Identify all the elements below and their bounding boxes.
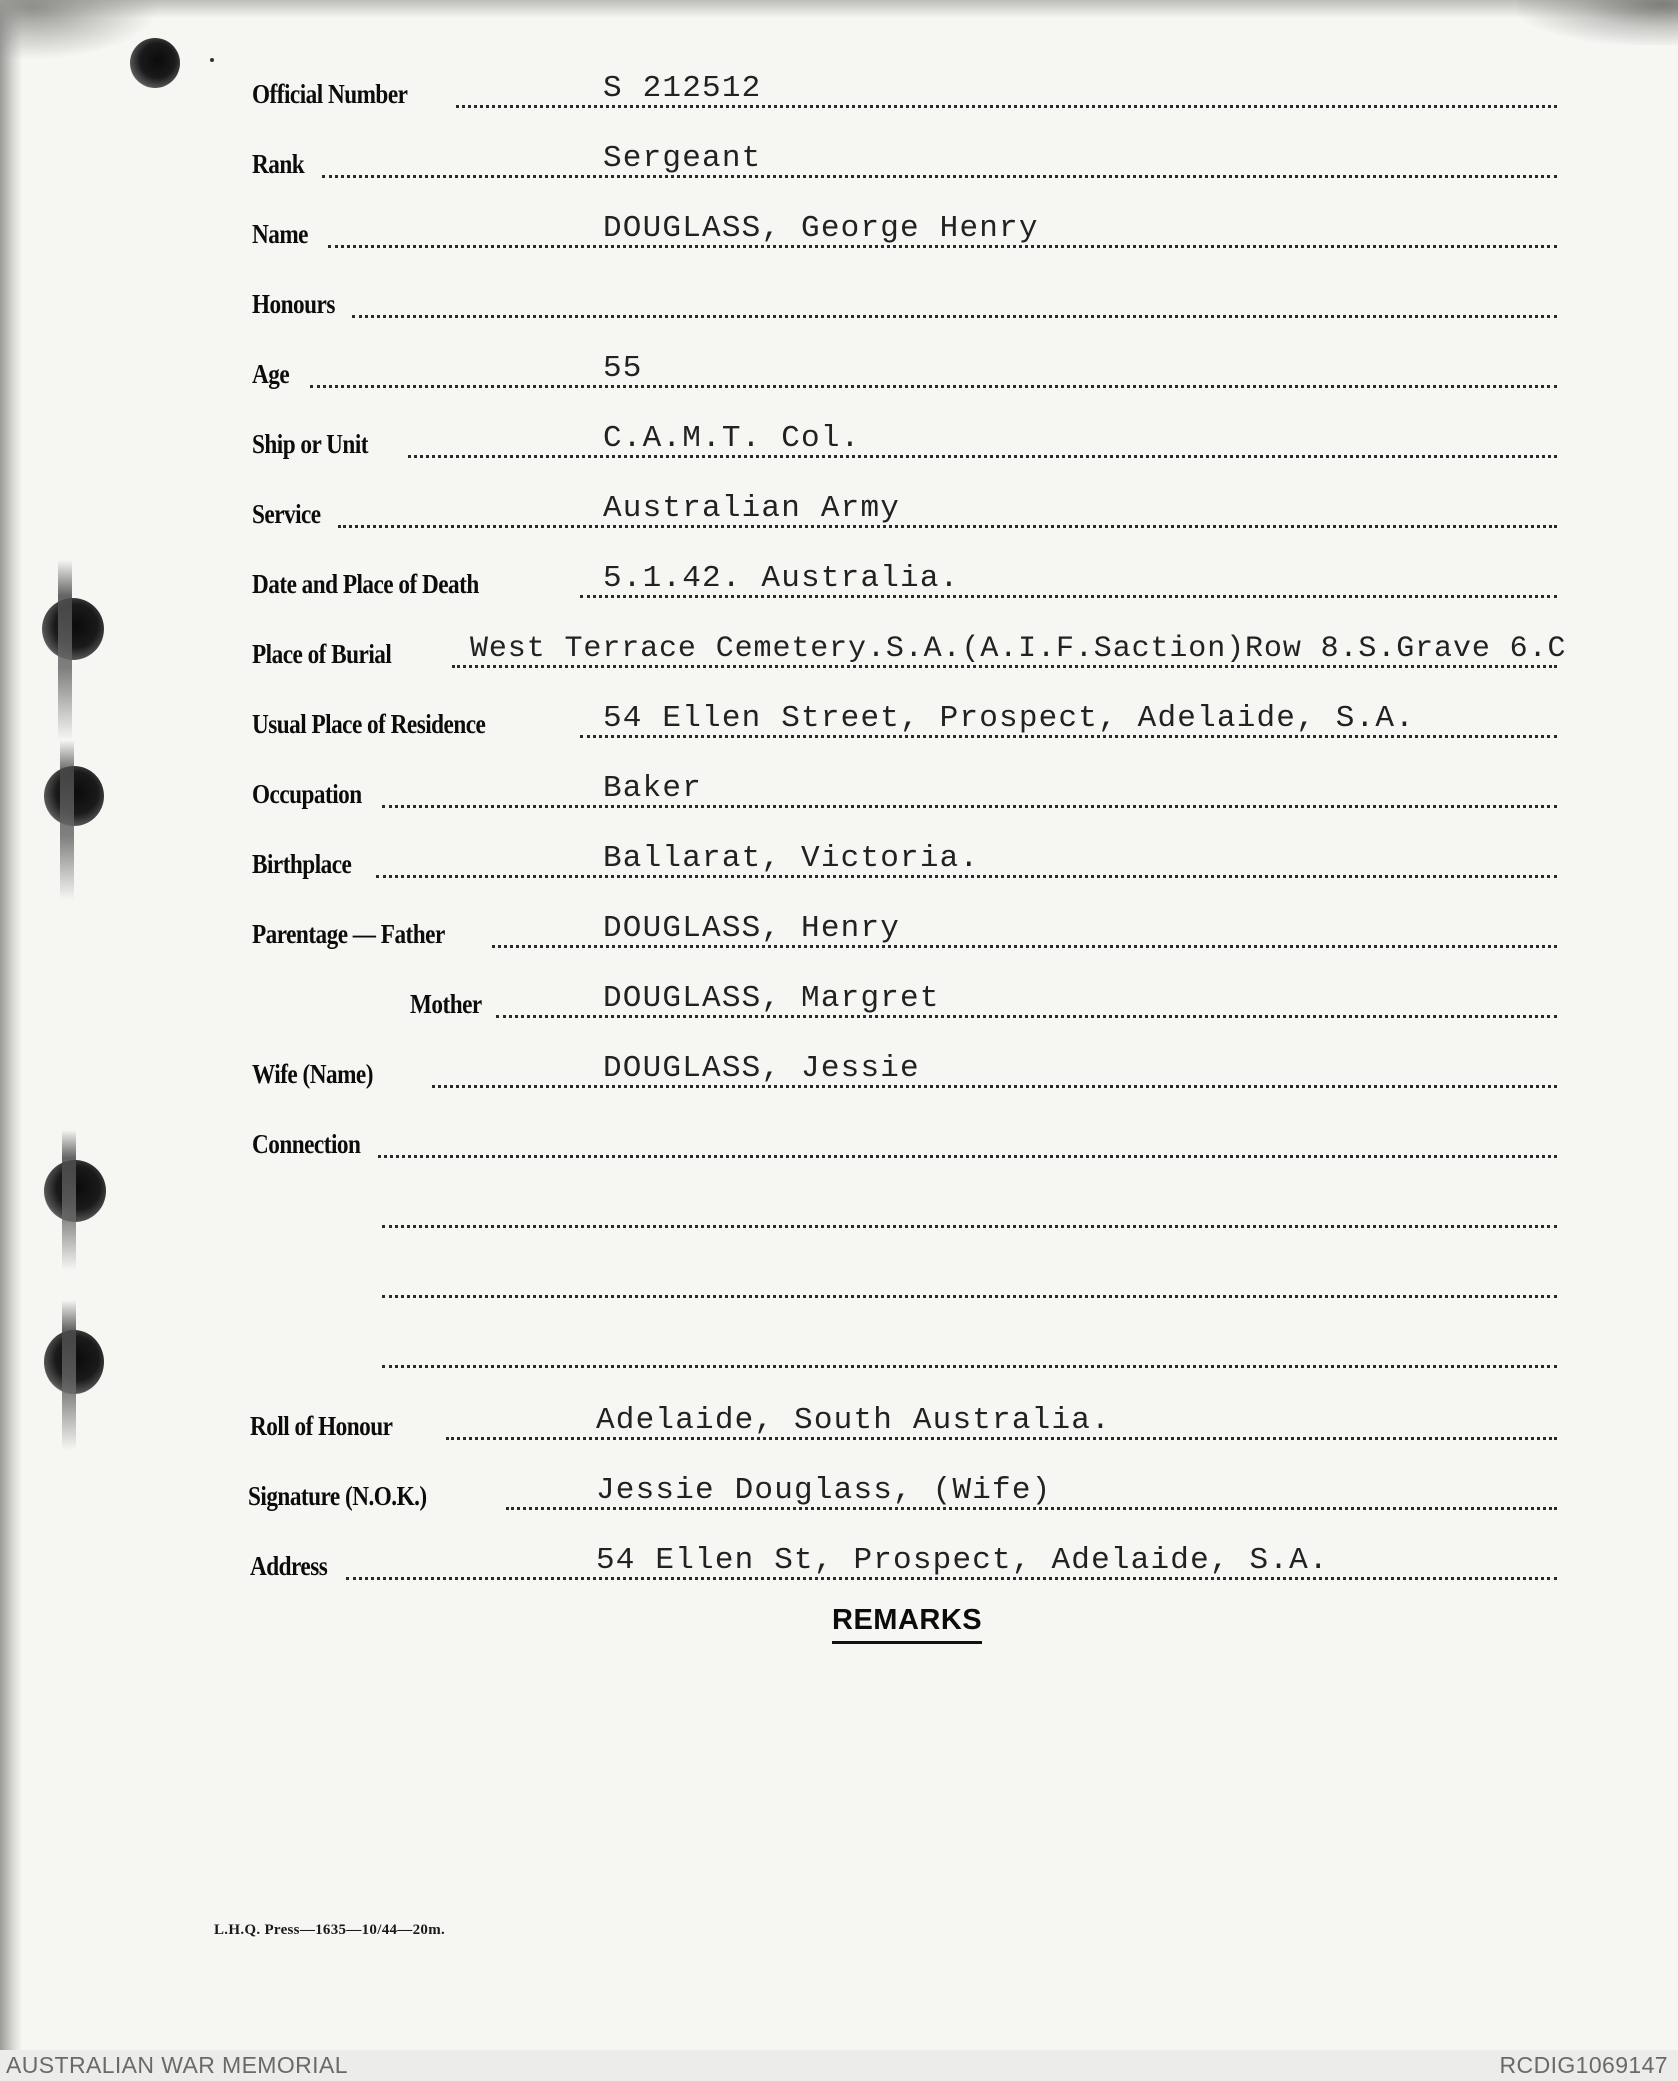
label-roll-of-honour: Roll of Honour <box>250 1411 393 1441</box>
dotted-line <box>408 455 1557 458</box>
dotted-line <box>382 1225 1557 1228</box>
label-official-number: Official Number <box>252 79 408 109</box>
connection-continuation-line <box>0 1324 1678 1380</box>
field-official-number <box>0 64 1678 120</box>
label-usual-residence: Usual Place of Residence <box>252 709 486 739</box>
connection-continuation-line <box>0 1254 1678 1310</box>
printer-note: L.H.Q. Press—1635—10/44—20m. <box>214 1922 446 1938</box>
value-ship-or-unit: C.A.M.T. Col. <box>603 421 861 456</box>
remarks-heading: REMARKS <box>832 1604 982 1644</box>
connection-continuation-line <box>0 1184 1678 1240</box>
dotted-line <box>382 805 1557 808</box>
field-honours <box>0 274 1678 330</box>
label-name: Name <box>252 219 308 249</box>
value-wife: DOUGLASS, Jessie <box>603 1051 920 1086</box>
field-occupation <box>0 764 1678 820</box>
dotted-line <box>322 175 1557 178</box>
field-roll-of-honour <box>0 1396 1678 1452</box>
dotted-line <box>432 1085 1557 1088</box>
value-age: 55 <box>603 351 643 386</box>
dotted-line <box>310 385 1557 388</box>
value-place-of-burial: West Terrace Cemetery.S.A.(A.I.F.Saction)Row 8.S.Grave 6.C <box>470 632 1567 666</box>
label-age: Age <box>252 359 290 389</box>
field-usual-residence <box>0 694 1678 750</box>
dotted-line <box>378 1155 1557 1158</box>
label-birthplace: Birthplace <box>252 849 352 879</box>
dotted-line <box>382 1295 1557 1298</box>
dotted-line <box>382 1365 1557 1368</box>
label-mother: Mother <box>410 989 482 1019</box>
dotted-line <box>338 525 1557 528</box>
field-address <box>0 1536 1678 1592</box>
value-rank: Sergeant <box>603 141 762 176</box>
value-roll-of-honour: Adelaide, South Australia. <box>596 1403 1111 1438</box>
label-service: Service <box>252 499 321 529</box>
value-official-number: S 212512 <box>603 71 762 106</box>
label-wife: Wife (Name) <box>252 1059 373 1089</box>
field-wife <box>0 1044 1678 1100</box>
field-mother <box>0 974 1678 1030</box>
field-connection <box>0 1114 1678 1170</box>
label-address: Address <box>250 1551 328 1581</box>
field-signature-nok <box>0 1466 1678 1522</box>
label-rank: Rank <box>252 149 305 179</box>
footer-institution: AUSTRALIAN WAR MEMORIAL <box>6 2052 348 2078</box>
field-place-of-burial <box>0 624 1678 680</box>
value-name: DOUGLASS, George Henry <box>603 211 1039 246</box>
stray-mark <box>210 58 214 62</box>
label-place-of-burial: Place of Burial <box>252 639 392 669</box>
label-connection: Connection <box>252 1129 361 1159</box>
label-signature-nok: Signature (N.O.K.) <box>248 1481 427 1511</box>
label-father: Parentage — Father <box>252 919 445 949</box>
field-service <box>0 484 1678 540</box>
scan-shadow-top-right <box>1518 0 1678 45</box>
value-birthplace: Ballarat, Victoria. <box>603 841 980 876</box>
label-honours: Honours <box>252 289 335 319</box>
value-signature-nok: Jessie Douglass, (Wife) <box>596 1473 1052 1508</box>
field-rank <box>0 134 1678 190</box>
archive-footer <box>0 2050 1678 2081</box>
field-date-place-of-death <box>0 554 1678 610</box>
value-usual-residence: 54 Ellen Street, Prospect, Adelaide, S.A. <box>603 701 1415 736</box>
value-mother: DOUGLASS, Margret <box>603 981 940 1016</box>
footer-record-id: RCDIG1069147 <box>1499 2052 1668 2078</box>
dotted-line <box>352 315 1557 318</box>
field-birthplace <box>0 834 1678 890</box>
scan-edge-top <box>0 0 1678 18</box>
label-occupation: Occupation <box>252 779 362 809</box>
label-date-place-of-death: Date and Place of Death <box>252 569 479 599</box>
field-father <box>0 904 1678 960</box>
value-address: 54 Ellen St, Prospect, Adelaide, S.A. <box>596 1543 1329 1578</box>
value-father: DOUGLASS, Henry <box>603 911 901 946</box>
value-occupation: Baker <box>603 771 703 806</box>
field-ship-or-unit <box>0 414 1678 470</box>
value-service: Australian Army <box>603 491 901 526</box>
field-name <box>0 204 1678 260</box>
field-age <box>0 344 1678 400</box>
value-date-place-of-death: 5.1.42. Australia. <box>603 561 960 596</box>
label-ship-or-unit: Ship or Unit <box>252 429 368 459</box>
